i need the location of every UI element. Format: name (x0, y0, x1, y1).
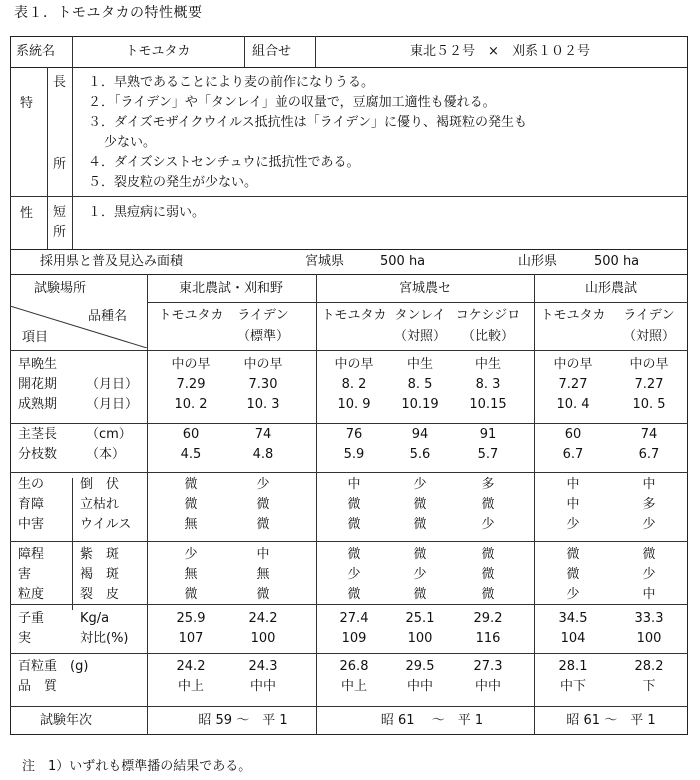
table-cell: 10. 2 (174, 397, 208, 412)
table-cell: 無 (256, 567, 270, 582)
row-label: 百粒重 (g) (18, 659, 89, 674)
demerit-item: １．黒痘病に弱い。 (88, 205, 206, 220)
table-cell: 10. 4 (556, 397, 590, 412)
merits-label-char: 所 (53, 157, 67, 172)
table-cell: 中 (642, 477, 656, 492)
category-label: 子重 (18, 611, 45, 626)
merits-label-char: 長 (53, 75, 67, 90)
merit-item: 少ない。 (104, 135, 157, 150)
variety-name: トモユタカ (321, 308, 387, 323)
row-label: 立枯れ (80, 497, 120, 512)
merit-item: ４．ダイズシストセンチュウに抵抗性である。 (88, 155, 360, 170)
table-title: 表１．トモユタカの特性概要 (14, 5, 203, 21)
table-cell: 5.9 (343, 447, 365, 462)
variety-note: （対照） (622, 329, 675, 344)
table-cell: 100 (407, 631, 433, 646)
table-cell: 4.5 (180, 447, 202, 462)
category-label: 障程 (18, 547, 45, 562)
row-label: 成熟期 (18, 397, 58, 412)
adoption-prefecture: 宮城県 (305, 254, 345, 269)
table-cell: 微 (347, 587, 361, 602)
table-cell: 29.5 (405, 659, 435, 674)
rule-line (10, 350, 688, 351)
table-cell: 25.1 (405, 611, 435, 626)
table-cell: 中の早 (629, 357, 669, 372)
years-value: 昭 61 ～ 平 1 (380, 713, 484, 728)
table-cell: 中生 (406, 357, 433, 372)
demerits-label-char: 短 (53, 205, 67, 220)
table-cell: 29.2 (473, 611, 503, 626)
table-cell: 中中 (474, 679, 501, 694)
rule-line (534, 274, 535, 735)
table-cell: 60 (182, 427, 200, 442)
table-cell: 7.27 (634, 377, 664, 392)
variety-name: タンレイ (394, 308, 446, 323)
table-cell: 少 (413, 567, 427, 582)
years-label: 試験年次 (40, 713, 93, 728)
rule-line (244, 36, 245, 67)
cross-value: 東北５２号 × 刈系１０２号 (410, 44, 590, 59)
years-value: 昭 59 ～ 平 1 (198, 713, 288, 728)
table-cell: 微 (184, 497, 198, 512)
rule-line (316, 274, 317, 735)
variety-name: トモユタカ (540, 308, 606, 323)
table-cell: 少 (642, 517, 656, 532)
variety-name: ライデン (237, 308, 289, 323)
adoption-area: 500 ha (594, 254, 640, 269)
category-label: 生の (18, 477, 45, 492)
table-cell: 5.6 (409, 447, 431, 462)
table-cell: 74 (254, 427, 272, 442)
table-cell: 28.2 (634, 659, 664, 674)
footnote: 注 1）いずれも標準播の結果である。 (22, 759, 252, 774)
table-cell: 微 (642, 547, 656, 562)
table-cell: 27.4 (339, 611, 369, 626)
adoption-prefecture: 山形県 (518, 254, 558, 269)
cross-label: 組合せ (252, 44, 292, 59)
rule-line (10, 541, 688, 542)
table-cell: 74 (640, 427, 658, 442)
lineage-value: トモユタカ (125, 44, 191, 59)
table-cell: 8. 3 (475, 377, 501, 392)
table-cell: 5.7 (477, 447, 499, 462)
rule-line (10, 423, 688, 424)
table-cell: 微 (256, 517, 270, 532)
table-cell: 少 (413, 477, 427, 492)
rule-line (10, 196, 688, 197)
variety-note: （対照） (393, 329, 446, 344)
row-label: Kg/a (80, 611, 110, 626)
table-cell: 微 (481, 587, 495, 602)
rule-line (10, 274, 688, 275)
table-cell: 7.29 (176, 377, 206, 392)
table-cell: 34.5 (558, 611, 588, 626)
table-cell: 微 (413, 587, 427, 602)
merit-item: ３．ダイズモザイクウイルス抵抗性は「ライデン」に優り、褐斑粒の発生も (88, 115, 528, 130)
table-cell: 中 (566, 497, 580, 512)
demerits-label-char: 所 (53, 225, 67, 240)
table-cell: 微 (184, 587, 198, 602)
table-cell: 微 (413, 547, 427, 562)
table-cell: 6.7 (638, 447, 660, 462)
merit-item: １．早熟であることにより麦の前作になりうる。 (88, 75, 375, 90)
table-cell: 微 (481, 567, 495, 582)
table-cell: 26.8 (339, 659, 369, 674)
table-cell: 104 (560, 631, 586, 646)
table-cell: 116 (475, 631, 501, 646)
table-cell: 24.3 (248, 659, 278, 674)
table-cell: 多 (642, 497, 656, 512)
table-cell: 33.3 (634, 611, 664, 626)
row-label: 紫 斑 (80, 547, 120, 562)
row-unit: （月日） (86, 377, 139, 392)
table-cell: 100 (636, 631, 662, 646)
row-unit: （cm） (86, 427, 132, 442)
category-label: 粒度 (18, 587, 45, 602)
rule-line (72, 36, 73, 67)
merit-item: ２．「ライデン」や「タンレイ」並の収量で，豆腐加工適性も優れる。 (88, 95, 496, 110)
table-cell: 中の早 (334, 357, 374, 372)
table-cell: 少 (566, 587, 580, 602)
table-cell: 微 (566, 567, 580, 582)
row-label: 褐 斑 (80, 567, 120, 582)
table-cell: 中 (347, 477, 361, 492)
table-cell: 微 (413, 517, 427, 532)
row-label: 開花期 (18, 377, 58, 392)
table-cell: 10.15 (469, 397, 507, 412)
station-label: 試験場所 (34, 281, 87, 296)
rule-line (47, 67, 48, 249)
rule-line (315, 36, 316, 67)
table-cell: 中 (566, 477, 580, 492)
category-label: 実 (18, 631, 32, 646)
station-name: 東北農試・刈和野 (178, 281, 283, 296)
table-cell: 27.3 (473, 659, 503, 674)
table-cell: 24.2 (176, 659, 206, 674)
row-label: 品 質 (18, 679, 58, 694)
variety-name: コケシジロ (455, 308, 521, 323)
table-cell: 中上 (177, 679, 204, 694)
table-cell: 10. 3 (246, 397, 280, 412)
adoption-label: 採用県と普及見込み面積 (40, 254, 184, 269)
table-cell: 少 (184, 547, 198, 562)
row-label: ウイルス (80, 517, 132, 532)
table-cell: 60 (564, 427, 582, 442)
table-cell: 微 (347, 547, 361, 562)
years-value: 昭 61 ～ 平 1 (566, 713, 656, 728)
table-cell: 107 (178, 631, 204, 646)
row-label: 早晩生 (18, 357, 58, 372)
row-unit: （月日） (86, 397, 139, 412)
table-cell: 7.30 (248, 377, 278, 392)
table-cell: 微 (413, 497, 427, 512)
row-label: 対比(%) (80, 631, 129, 646)
rule-line (10, 472, 688, 473)
item-label: 項目 (22, 330, 49, 345)
table-cell: 微 (566, 547, 580, 562)
traits-label-char: 特 (20, 96, 34, 111)
row-label: 裂 皮 (80, 587, 120, 602)
table-cell: 109 (341, 631, 367, 646)
row-label: 分枝数 (18, 447, 58, 462)
table-cell: 中 (256, 547, 270, 562)
row-label: 倒 伏 (80, 477, 120, 492)
rule-line (10, 604, 688, 605)
rule-line (147, 302, 688, 303)
table-cell: 94 (411, 427, 429, 442)
rule-line (10, 706, 688, 707)
variety-name: トモユタカ (158, 308, 224, 323)
table-cell: 無 (184, 567, 198, 582)
table-cell: 下 (642, 679, 656, 694)
station-name: 山形農試 (584, 281, 637, 296)
rule-line (10, 249, 688, 250)
row-unit: （本） (86, 447, 126, 462)
table-cell: 微 (481, 497, 495, 512)
table-cell: 微 (184, 477, 198, 492)
table-cell: 微 (481, 547, 495, 562)
table-cell: 微 (347, 497, 361, 512)
variety-note: （標準） (236, 329, 289, 344)
rule-line (147, 274, 148, 735)
table-cell: 少 (566, 517, 580, 532)
table-cell: 100 (250, 631, 276, 646)
table-cell: 中中 (249, 679, 276, 694)
table-cell: 8. 2 (341, 377, 367, 392)
category-label: 中害 (18, 517, 45, 532)
table-cell: 中 (642, 587, 656, 602)
row-label: 主茎長 (18, 427, 58, 442)
table-cell: 10.19 (401, 397, 439, 412)
table-cell: 24.2 (248, 611, 278, 626)
rule-line (72, 67, 73, 249)
table-cell: 中の早 (243, 357, 283, 372)
table-cell: 10. 5 (632, 397, 666, 412)
table-cell: 91 (479, 427, 497, 442)
table-cell: 少 (347, 567, 361, 582)
traits-label-char: 性 (20, 206, 34, 221)
table-cell: 6.7 (562, 447, 584, 462)
station-name: 宮城農セ (398, 281, 451, 296)
category-label: 育障 (18, 497, 45, 512)
table-cell: 25.9 (176, 611, 206, 626)
rule-line (10, 653, 688, 654)
table-cell: 中中 (406, 679, 433, 694)
table-cell: 8. 5 (407, 377, 433, 392)
table-cell: 76 (345, 427, 363, 442)
merit-item: ５．裂皮粒の発生が少ない。 (88, 175, 258, 190)
table-cell: 微 (347, 517, 361, 532)
table-cell: 7.27 (558, 377, 588, 392)
table-cell: 少 (481, 517, 495, 532)
table-cell: 多 (481, 477, 495, 492)
table-cell: 中上 (340, 679, 367, 694)
table-cell: 10. 9 (337, 397, 371, 412)
table-cell: 中生 (474, 357, 501, 372)
table-cell: 無 (184, 517, 198, 532)
category-label: 害 (18, 567, 32, 582)
table-cell: 少 (256, 477, 270, 492)
lineage-label: 系統名 (16, 44, 56, 59)
table-cell: 28.1 (558, 659, 588, 674)
table-cell: 中下 (559, 679, 586, 694)
table-cell: 中の早 (171, 357, 211, 372)
variety-note: （比較） (461, 329, 514, 344)
rule-line (10, 67, 688, 68)
variety-label: 品種名 (88, 309, 128, 324)
table-cell: 微 (256, 497, 270, 512)
table-cell: 微 (256, 587, 270, 602)
table-cell: 少 (642, 567, 656, 582)
rule-line (72, 478, 73, 610)
table-cell: 中の早 (553, 357, 593, 372)
adoption-area: 500 ha (380, 254, 426, 269)
table-cell: 4.8 (252, 447, 274, 462)
variety-name: ライデン (623, 308, 675, 323)
